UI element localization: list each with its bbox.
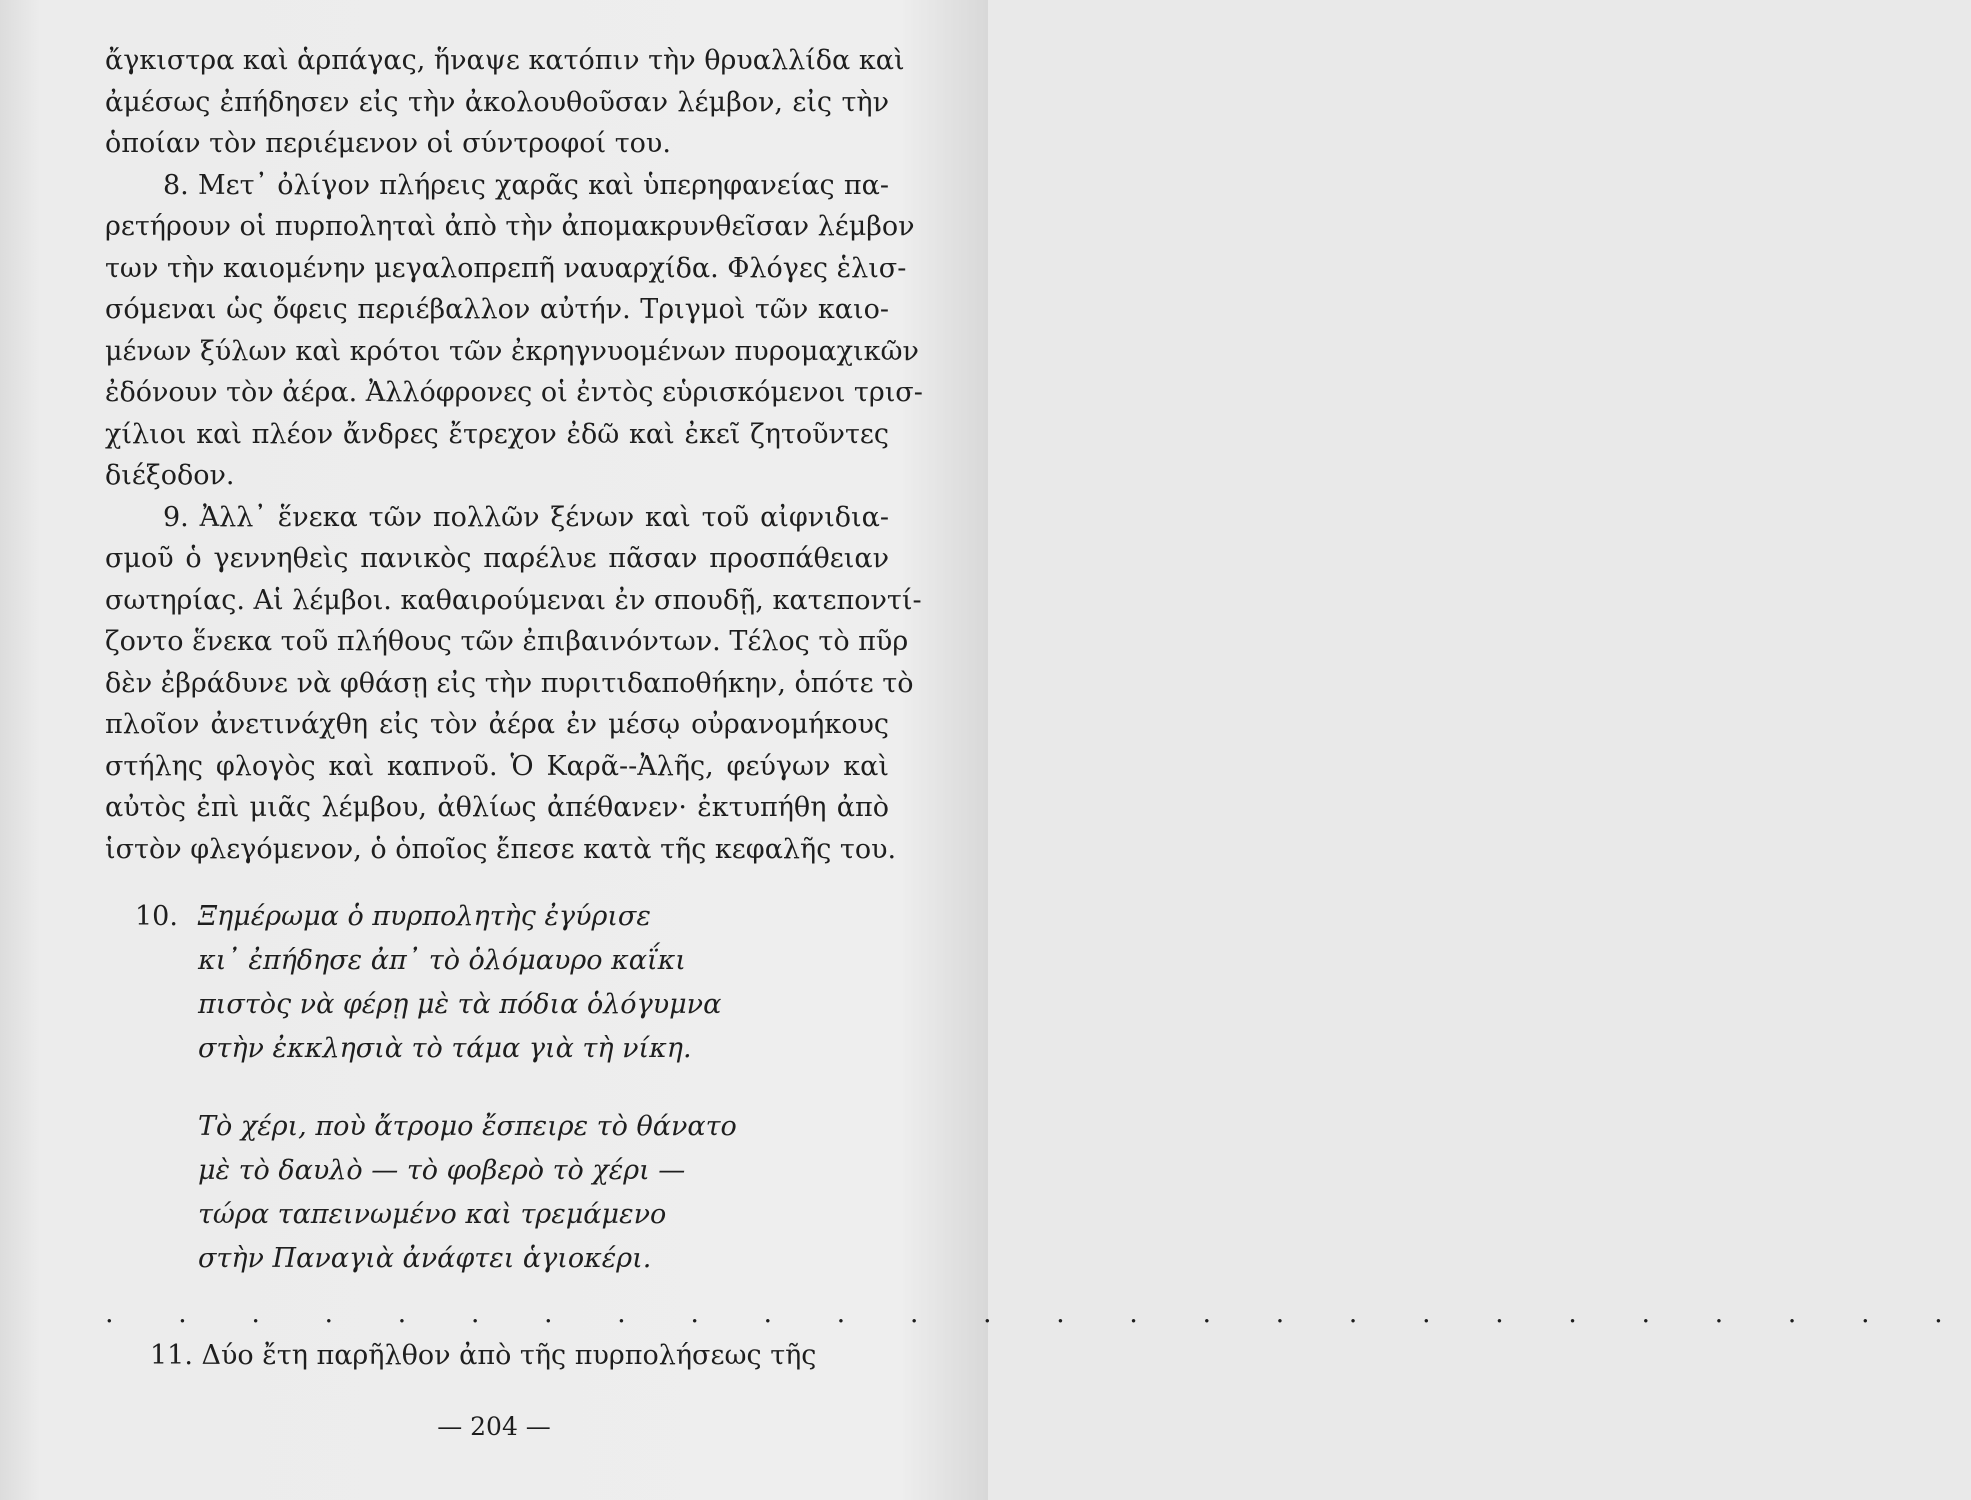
text-line: ρετήρουν οἱ πυρποληταὶ ἀπὸ τὴν ἀπομακρυνθεῖσαν λέμβον [105,211,915,242]
text-line: σωτηρίας. Αἱ λέμβοι. καθαιρούμεναι ἐν σπουδῇ, κατεποντί- [105,584,922,616]
ellipsis-divider: . . . . . . . . . . . . . . . . . . . . . . . . . . [105,1298,1971,1329]
text-line: μένων ξύλων καὶ κρότοι τῶν ἐκρηγνυομένων πυρομαχικῶν [105,335,919,367]
poem-line: τώρα ταπεινωμένο καὶ τρεμάμενο [198,1199,667,1230]
poem-line: πιστὸς νὰ φέρῃ μὲ τὰ πόδια ὁλόγυμνα [198,989,722,1020]
poem-stanza-1 [198,895,835,1071]
paragraph-8-start: 8. Μετ᾽ ὀλίγον πλήρεις χαρᾶς καὶ ὑπερηφανείας πα- [163,169,889,201]
section-number: 10. [135,901,178,932]
text-line: ζοντο ἕνεκα τοῦ πλήθους τῶν ἐπιβαινόντων. Τέλος τὸ πῦρ [105,626,909,657]
text-line: σμοῦ ὁ γεννηθεὶς πανικὸς παρέλυε πᾶσαν προσπάθειαν [105,543,889,574]
text-line: ἱστὸν φλεγόμενον, ὁ ὁποῖος ἔπεσε κατὰ τῆς κεφαλῆς του. [105,833,897,865]
text-line: αὐτὸς ἐπὶ μιᾶς λέμβου, ἀθλίως ἀπέθανεν· ἐκτυπήθη ἀπὸ [105,792,889,823]
poem-stanza-2 [198,1105,835,1281]
text-line: ἄγκιστρα καὶ ἁρπάγας, ἥναψε κατόπιν τὴν θρυαλλίδα καὶ [105,45,905,76]
text-line: διέξοδον. [105,460,235,491]
poem-section-10 [135,895,835,1281]
body-text [105,40,923,870]
text-line: πλοῖον ἀνετινάχθη εἰς τὸν ἀέρα ἐν μέσῳ οὐρανομήκους [105,709,889,740]
text-line: των τὴν καιομένην μεγαλοπρεπῆ ναυαρχίδα. Φλόγες ἑλισ- [105,252,907,284]
text-line: ὁποίαν τὸν περιέμενον οἱ σύντροφοί του. [105,128,671,159]
text-line: σόμεναι ὡς ὄφεις περιέβαλλον αὐτήν. Τριγμοὶ τῶν καιο- [105,294,889,325]
text-line: χίλιοι καὶ πλέον ἄνδρες ἔτρεχον ἐδῶ καὶ ἐκεῖ ζητοῦντες [105,418,889,450]
text-line: ἐδόνουν τὸν ἀέρα. Ἀλλόφρονες οἱ ἐντὸς εὑρισκόμενοι τρισ- [105,377,923,408]
paragraph-9-start: 9. Ἀλλ᾽ ἕνεκα τῶν πολλῶν ξένων καὶ τοῦ αἰφνιδια- [163,501,889,533]
poem-line: Τὸ χέρι, ποὺ ἄτρομο ἔσπειρε τὸ θάνατο [198,1111,737,1142]
poem-line: μὲ τὸ δαυλὸ — τὸ φοβερὸ τὸ χέρι — [198,1155,686,1186]
poem-line: στὴν Παναγιὰ ἀνάφτει ἁγιοκέρι. [198,1243,652,1274]
poem-line: κι᾽ ἐπήδησε ἀπ᾽ τὸ ὁλόμαυρο καΐκι [198,945,686,976]
page-number: — 204 — [437,1412,551,1441]
poem-line: στὴν ἐκκλησιὰ τὸ τάμα γιὰ τὴ νίκη. [198,1033,692,1064]
paragraph-11-start: 11. Δύο ἔτη παρῆλθον ἀπὸ τῆς πυρπολήσεως τῆς [150,1340,817,1371]
text-line: στήλης φλογὸς καὶ καπνοῦ. Ὁ Καρᾶ--Ἀλῆς, φεύγων καὶ [105,750,889,782]
poem-line: Ξημέρωμα ὁ πυρπολητὴς ἐγύρισε [198,901,651,932]
text-line: δὲν ἐβράδυνε νὰ φθάσῃ εἰς τὴν πυριτιδαποθήκην, ὁπότε τὸ [105,667,914,699]
text-line: ἀμέσως ἐπήδησεν εἰς τὴν ἀκολουθοῦσαν λέμβον, εἰς τὴν [105,86,889,118]
